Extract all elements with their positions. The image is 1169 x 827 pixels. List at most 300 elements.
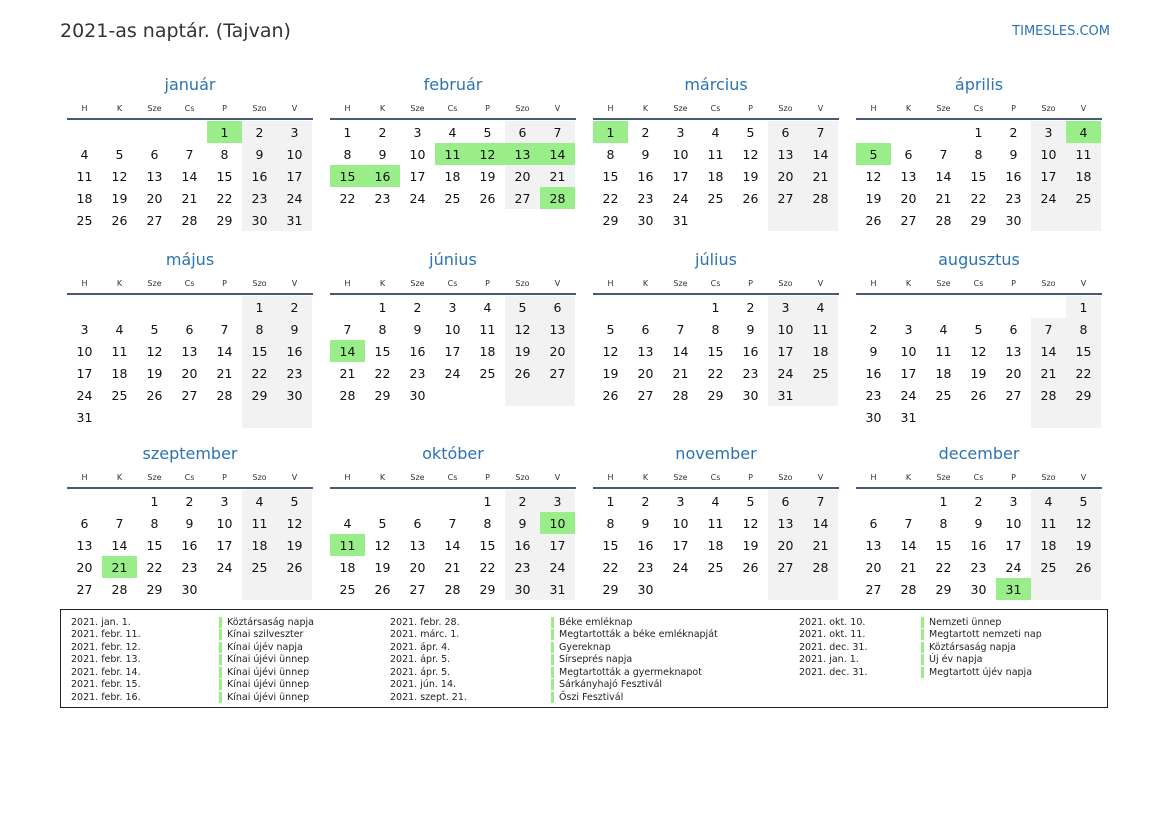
day-cell: 2	[505, 490, 540, 512]
day-cell: 10	[216, 515, 233, 531]
month-name: április	[954, 75, 1004, 94]
empty-cell	[663, 578, 698, 600]
day-grid	[856, 490, 1102, 600]
empty-cell	[172, 296, 207, 318]
day-cell: 25	[935, 387, 952, 403]
day-cell: 10	[1031, 143, 1066, 165]
day-cell: 25	[111, 387, 128, 403]
day-cell: 1	[150, 493, 159, 509]
day-cell: 23	[637, 559, 654, 575]
day-cell: 7	[803, 121, 838, 143]
day-cell: 10	[768, 318, 803, 340]
day-cell: 27	[1005, 387, 1022, 403]
day-cell: 16	[181, 537, 198, 553]
empty-cell	[803, 384, 838, 406]
day-cell: 9	[242, 143, 277, 165]
holiday-row	[799, 629, 1042, 642]
holiday-day-cell: 15	[330, 165, 365, 187]
empty-cell	[698, 578, 733, 600]
day-cell: 22	[242, 362, 277, 384]
month-3	[593, 72, 839, 231]
day-cell: 31	[76, 409, 93, 425]
day-cell: 20	[865, 559, 882, 575]
day-cell: 10	[900, 343, 917, 359]
day-cell: 6	[185, 321, 194, 337]
day-cell: 2	[1009, 124, 1018, 140]
weekday-header	[856, 467, 1102, 489]
day-cell: 4	[448, 124, 457, 140]
day-cell: 11	[242, 512, 277, 534]
day-cell: 27	[146, 212, 163, 228]
day-cell: 28	[900, 581, 917, 597]
weekday-label: V	[1080, 472, 1087, 482]
day-cell: 25	[444, 190, 461, 206]
day-cell: 27	[409, 581, 426, 597]
weekday-label: P	[748, 472, 753, 482]
day-cell: 11	[111, 343, 128, 359]
day-cell: 5	[483, 124, 492, 140]
day-cell: 23	[242, 187, 277, 209]
holiday-column-3	[799, 616, 1042, 679]
day-cell: 29	[970, 212, 987, 228]
day-cell: 24	[768, 362, 803, 384]
weekday-label: H	[344, 103, 351, 113]
day-cell: 17	[277, 165, 312, 187]
empty-cell	[207, 406, 242, 428]
day-cell: 9	[1009, 146, 1018, 162]
holiday-list	[60, 609, 1108, 708]
weekday-header	[330, 467, 576, 489]
day-cell: 5	[115, 146, 124, 162]
day-cell: 9	[505, 512, 540, 534]
weekday-label: Szo	[252, 472, 267, 482]
weekday-label: K	[905, 472, 912, 482]
day-cell: 20	[76, 559, 93, 575]
day-cell: 19	[505, 340, 540, 362]
day-cell: 14	[216, 343, 233, 359]
day-cell: 15	[707, 343, 724, 359]
day-cell: 12	[865, 168, 882, 184]
empty-cell	[102, 121, 137, 143]
day-cell: 14	[803, 512, 838, 534]
day-cell: 9	[413, 321, 422, 337]
day-cell: 11	[1066, 143, 1101, 165]
empty-cell	[505, 384, 540, 406]
weekday-label: Cs	[184, 103, 195, 113]
day-cell: 23	[409, 365, 426, 381]
weekday-label: V	[291, 472, 298, 482]
day-cell: 22	[935, 559, 952, 575]
day-cell: 30	[181, 581, 198, 597]
weekday-label: Cs	[447, 103, 458, 113]
holiday-name: Kínai újévi ünnep	[219, 654, 309, 665]
weekday-label: H	[344, 278, 351, 288]
holiday-day-cell: 1	[593, 121, 628, 143]
day-cell: 1	[939, 493, 948, 509]
weekday-label: K	[379, 278, 386, 288]
holiday-date: 2021. jún. 14.	[390, 679, 457, 691]
weekday-label: Sze	[410, 278, 425, 288]
day-cell: 25	[1066, 187, 1101, 209]
day-cell: 23	[742, 365, 759, 381]
day-cell: 14	[803, 143, 838, 165]
day-cell: 19	[742, 168, 759, 184]
day-cell: 20	[900, 190, 917, 206]
day-cell: 22	[602, 559, 619, 575]
month-10	[330, 441, 576, 600]
month-name: szeptember	[142, 444, 238, 463]
empty-cell	[435, 384, 470, 406]
holiday-name: Kínai újévi ünnep	[219, 692, 309, 703]
day-cell: 21	[181, 190, 198, 206]
holiday-day-cell: 1	[207, 121, 242, 143]
holiday-day-cell: 28	[540, 187, 575, 209]
holiday-day-cell: 14	[330, 340, 365, 362]
day-cell: 12	[1066, 512, 1101, 534]
day-grid	[856, 121, 1102, 231]
day-cell: 24	[277, 187, 312, 209]
day-cell: 8	[1066, 318, 1101, 340]
holiday-day-cell: 4	[1066, 121, 1101, 143]
empty-cell	[856, 121, 891, 143]
weekday-header	[67, 98, 313, 120]
weekday-label: P	[485, 103, 490, 113]
day-cell: 26	[1066, 556, 1101, 578]
weekday-label: Sze	[673, 278, 688, 288]
weekday-label: Szo	[515, 103, 530, 113]
day-cell: 24	[672, 559, 689, 575]
holiday-date: 2021. febr. 16.	[71, 691, 141, 703]
day-cell: 18	[479, 343, 496, 359]
day-cell: 10	[444, 321, 461, 337]
holiday-name: Új év napja	[921, 654, 982, 665]
day-cell: 14	[1031, 340, 1066, 362]
weekday-label: Szo	[778, 103, 793, 113]
day-cell: 7	[540, 121, 575, 143]
day-cell: 6	[505, 121, 540, 143]
empty-cell	[67, 121, 102, 143]
day-cell: 25	[242, 556, 277, 578]
day-cell: 13	[1005, 343, 1022, 359]
day-cell: 31	[900, 409, 917, 425]
holiday-date: 2021. febr. 28.	[390, 616, 460, 628]
day-cell: 5	[1066, 490, 1101, 512]
day-cell: 3	[220, 493, 229, 509]
weekday-label: H	[870, 472, 877, 482]
weekday-label: P	[485, 472, 490, 482]
weekday-label: Cs	[710, 278, 721, 288]
day-cell: 17	[672, 168, 689, 184]
day-cell: 9	[746, 321, 755, 337]
weekday-label: P	[222, 472, 227, 482]
holiday-row	[390, 654, 718, 667]
holiday-date: 2021. dec. 31.	[799, 666, 868, 678]
holiday-day-cell: 16	[365, 165, 400, 187]
day-cell: 7	[803, 490, 838, 512]
holiday-row	[390, 691, 718, 704]
weekday-label: Sze	[936, 472, 951, 482]
holiday-row	[390, 629, 718, 642]
day-cell: 19	[865, 190, 882, 206]
day-cell: 2	[974, 493, 983, 509]
holiday-column-1	[71, 616, 314, 704]
empty-cell	[365, 490, 400, 512]
holiday-name: Kínai újév napja	[219, 642, 303, 653]
day-cell: 12	[505, 318, 540, 340]
holiday-name: Megtartott nemzeti nap	[921, 629, 1042, 640]
day-cell: 27	[865, 581, 882, 597]
day-cell: 26	[742, 190, 759, 206]
day-cell: 15	[602, 537, 619, 553]
holiday-date: 2021. okt. 11.	[799, 629, 866, 641]
month-name: július	[695, 250, 737, 269]
day-cell: 2	[641, 124, 650, 140]
day-cell: 19	[111, 190, 128, 206]
empty-cell	[733, 578, 768, 600]
day-cell: 30	[865, 409, 882, 425]
empty-cell	[1066, 578, 1101, 600]
day-cell: 8	[606, 515, 615, 531]
empty-cell	[102, 406, 137, 428]
weekday-label: Szo	[515, 278, 530, 288]
day-cell: 26	[970, 387, 987, 403]
day-cell: 7	[343, 321, 352, 337]
empty-cell	[891, 121, 926, 143]
day-cell: 22	[146, 559, 163, 575]
day-cell: 1	[343, 124, 352, 140]
weekday-header	[856, 273, 1102, 295]
weekday-label: K	[905, 103, 912, 113]
day-cell: 10	[76, 343, 93, 359]
day-cell: 24	[1031, 187, 1066, 209]
day-cell: 30	[637, 212, 654, 228]
empty-cell	[242, 578, 277, 600]
empty-cell	[1066, 406, 1101, 428]
day-cell: 16	[1005, 168, 1022, 184]
holiday-row	[390, 616, 718, 629]
day-cell: 3	[540, 490, 575, 512]
day-cell: 1	[483, 493, 492, 509]
day-cell: 3	[676, 493, 685, 509]
day-cell: 28	[935, 212, 952, 228]
day-cell: 25	[76, 212, 93, 228]
weekday-label: V	[554, 103, 561, 113]
empty-cell	[102, 296, 137, 318]
day-cell: 11	[803, 318, 838, 340]
holiday-day-cell: 11	[330, 534, 365, 556]
holiday-date: 2021. febr. 14.	[71, 666, 141, 678]
day-grid	[856, 296, 1102, 428]
day-cell: 1	[378, 299, 387, 315]
holiday-date: 2021. febr. 15.	[71, 679, 141, 691]
day-grid	[330, 490, 576, 600]
day-cell: 27	[540, 362, 575, 384]
month-2	[330, 72, 576, 209]
day-cell: 6	[413, 515, 422, 531]
day-cell: 2	[242, 121, 277, 143]
holiday-day-cell: 5	[856, 143, 891, 165]
day-cell: 7	[939, 146, 948, 162]
empty-cell	[67, 296, 102, 318]
weekday-header	[593, 467, 839, 489]
day-cell: 24	[1005, 559, 1022, 575]
day-cell: 27	[181, 387, 198, 403]
month-name: november	[675, 444, 757, 463]
weekday-label: V	[1080, 278, 1087, 288]
day-cell: 6	[150, 146, 159, 162]
day-cell: 11	[479, 321, 496, 337]
holiday-row	[71, 666, 314, 679]
day-cell: 30	[970, 581, 987, 597]
day-cell: 22	[479, 559, 496, 575]
weekday-label: Cs	[973, 103, 984, 113]
day-cell: 2	[378, 124, 387, 140]
day-grid	[330, 296, 576, 406]
day-cell: 19	[742, 537, 759, 553]
empty-cell	[470, 384, 505, 406]
empty-cell	[67, 490, 102, 512]
day-cell: 12	[146, 343, 163, 359]
day-cell: 3	[448, 299, 457, 315]
day-cell: 25	[803, 362, 838, 384]
day-cell: 21	[803, 165, 838, 187]
day-cell: 30	[242, 209, 277, 231]
day-cell: 29	[374, 387, 391, 403]
empty-cell	[698, 209, 733, 231]
empty-cell	[137, 296, 172, 318]
day-cell: 8	[343, 146, 352, 162]
weekday-label: V	[817, 278, 824, 288]
day-cell: 9	[641, 146, 650, 162]
empty-cell	[207, 578, 242, 600]
empty-cell	[961, 296, 996, 318]
day-cell: 21	[803, 534, 838, 556]
weekday-label: Szo	[1041, 103, 1056, 113]
holiday-column-2	[390, 616, 718, 704]
day-cell: 23	[970, 559, 987, 575]
empty-cell	[926, 296, 961, 318]
day-cell: 7	[904, 515, 913, 531]
empty-cell	[242, 406, 277, 428]
day-cell: 17	[409, 168, 426, 184]
holiday-row	[71, 641, 314, 654]
day-grid	[330, 121, 576, 209]
empty-cell	[137, 121, 172, 143]
weekday-label: Sze	[147, 472, 162, 482]
day-cell: 19	[602, 365, 619, 381]
day-cell: 4	[483, 299, 492, 315]
day-cell: 17	[900, 365, 917, 381]
month-4	[856, 72, 1102, 231]
day-cell: 21	[540, 165, 575, 187]
day-cell: 29	[216, 212, 233, 228]
weekday-label: K	[642, 472, 649, 482]
day-grid	[593, 121, 839, 231]
day-cell: 24	[76, 387, 93, 403]
day-cell: 28	[803, 187, 838, 209]
day-cell: 30	[637, 581, 654, 597]
weekday-label: Sze	[673, 472, 688, 482]
day-cell: 24	[216, 559, 233, 575]
empty-cell	[137, 406, 172, 428]
day-cell: 12	[277, 512, 312, 534]
day-cell: 24	[409, 190, 426, 206]
day-cell: 19	[479, 168, 496, 184]
weekday-label: Szo	[1041, 278, 1056, 288]
holiday-name: Kínai újévi ünnep	[219, 667, 309, 678]
day-cell: 16	[277, 340, 312, 362]
weekday-label: K	[905, 278, 912, 288]
day-cell: 2	[413, 299, 422, 315]
empty-cell	[1031, 406, 1066, 428]
day-cell: 26	[865, 212, 882, 228]
day-cell: 20	[505, 165, 540, 187]
weekday-label: Szo	[252, 278, 267, 288]
day-cell: 20	[181, 365, 198, 381]
day-cell: 17	[540, 534, 575, 556]
holiday-date: 2021. ápr. 4.	[390, 641, 451, 653]
month-name: október	[422, 444, 484, 463]
day-cell: 15	[602, 168, 619, 184]
holiday-date: 2021. okt. 10.	[799, 616, 866, 628]
day-cell: 21	[339, 365, 356, 381]
weekday-label: Sze	[410, 472, 425, 482]
weekday-label: Szo	[1041, 472, 1056, 482]
month-name: június	[429, 250, 477, 269]
day-cell: 18	[444, 168, 461, 184]
day-cell: 8	[711, 321, 720, 337]
holiday-row	[71, 691, 314, 704]
weekday-label: V	[291, 278, 298, 288]
day-cell: 9	[869, 343, 878, 359]
weekday-label: H	[607, 278, 614, 288]
day-cell: 14	[181, 168, 198, 184]
brand-link[interactable]: TIMESLES.COM	[1012, 24, 1110, 39]
weekday-label: K	[379, 472, 386, 482]
day-cell: 6	[641, 321, 650, 337]
day-cell: 17	[76, 365, 93, 381]
holiday-day-cell: 12	[470, 143, 505, 165]
holiday-name: Megtartották a gyermeknapot	[551, 667, 702, 678]
holiday-date: 2021. jan. 1.	[71, 616, 131, 628]
holiday-name: Sírseprés napja	[551, 654, 632, 665]
holiday-row	[799, 666, 1042, 679]
day-cell: 3	[1031, 121, 1066, 143]
holiday-date: 2021. febr. 12.	[71, 641, 141, 653]
weekday-label: V	[554, 278, 561, 288]
day-cell: 1	[974, 124, 983, 140]
weekday-label: Szo	[252, 103, 267, 113]
weekday-label: Cs	[710, 472, 721, 482]
day-cell: 12	[374, 537, 391, 553]
weekday-label: Szo	[515, 472, 530, 482]
empty-cell	[891, 296, 926, 318]
weekday-label: Sze	[147, 103, 162, 113]
day-cell: 2	[185, 493, 194, 509]
day-cell: 16	[242, 165, 277, 187]
day-cell: 18	[707, 537, 724, 553]
day-cell: 16	[865, 365, 882, 381]
day-cell: 5	[505, 296, 540, 318]
holiday-name: Kínai újévi ünnep	[219, 679, 309, 690]
empty-cell	[1031, 209, 1066, 231]
day-cell: 7	[676, 321, 685, 337]
day-cell: 14	[111, 537, 128, 553]
day-cell: 15	[935, 537, 952, 553]
day-cell: 15	[216, 168, 233, 184]
day-cell: 26	[146, 387, 163, 403]
day-cell: 3	[413, 124, 422, 140]
